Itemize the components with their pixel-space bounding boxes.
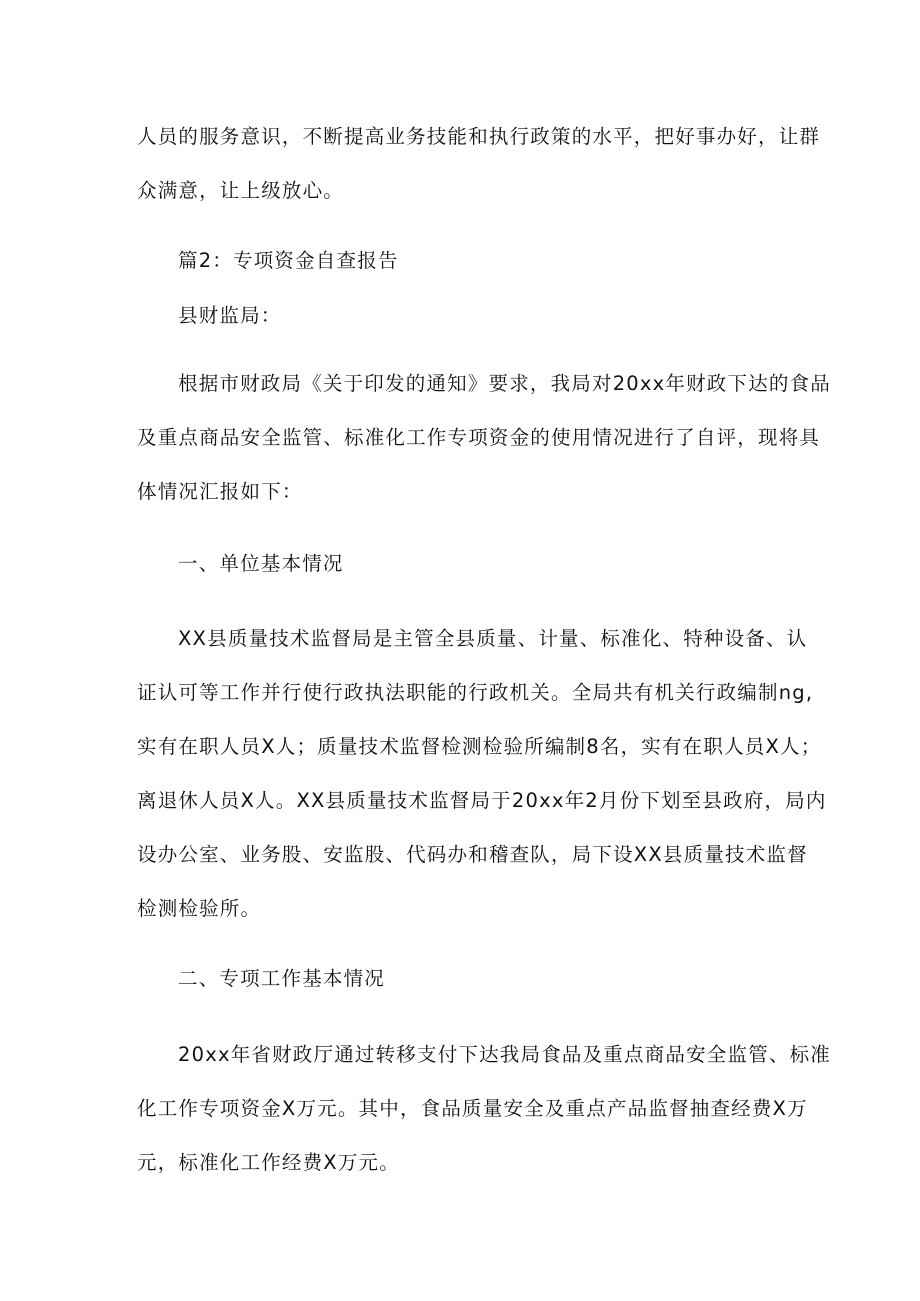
paragraph-unit-description [137, 612, 827, 936]
text-line: 体情况汇报如下： [137, 480, 303, 503]
text-line: 化工作专项资金X万元。其中，食品质量安全及重点产品监督抽查经费X万 [137, 1097, 808, 1120]
text-line: 人员的服务意识，不断提高业务技能和执行政策的水平，把好事办好，让群 [137, 125, 821, 148]
heading-special-work-info [137, 952, 787, 1006]
text-line: 实有在职人员X人；质量技术监督检测检验所编制8名，实有在职人员X人； [137, 735, 822, 758]
paragraph-intro [137, 357, 831, 519]
text-line: 篇2：专项资金自查报告 [178, 249, 399, 272]
text-line: 二、专项工作基本情况 [178, 967, 386, 990]
text-line: 元，标准化工作经费X万元。 [137, 1151, 400, 1174]
section-title-chapter-2 [137, 234, 787, 288]
paragraph-service-awareness [137, 110, 821, 218]
text-line: 众满意，让上级放心。 [137, 179, 345, 202]
addressee [137, 289, 787, 343]
text-line: XX县质量技术监督局是主管全县质量、计量、标准化、特种设备、认 [178, 627, 808, 650]
heading-unit-basic-info [137, 537, 787, 591]
text-line: 离退休人员X人。XX县质量技术监督局于20xx年2月份下划至县政府，局内 [137, 789, 827, 812]
text-line: 一、单位基本情况 [178, 552, 344, 575]
text-line: 根据市财政局《关于印发的通知》要求，我局对20xx年财政下达的食品 [178, 372, 831, 395]
text-line: 20xx年省财政厅通过转移支付下达我局食品及重点商品安全监管、标准 [178, 1043, 831, 1066]
text-line: 检测检验所。 [137, 897, 262, 920]
paragraph-special-funds [137, 1028, 831, 1190]
text-line: 及重点商品安全监管、标准化工作专项资金的使用情况进行了自评，现将具 [137, 426, 821, 449]
text-line: 设办公室、业务股、安监股、代码办和稽查队，局下设XX县质量技术监督 [137, 843, 808, 866]
text-line: 证认可等工作并行使行政执法职能的行政机关。全局共有机关行政编制ng, [137, 681, 814, 704]
text-line: 县财监局： [178, 304, 282, 327]
